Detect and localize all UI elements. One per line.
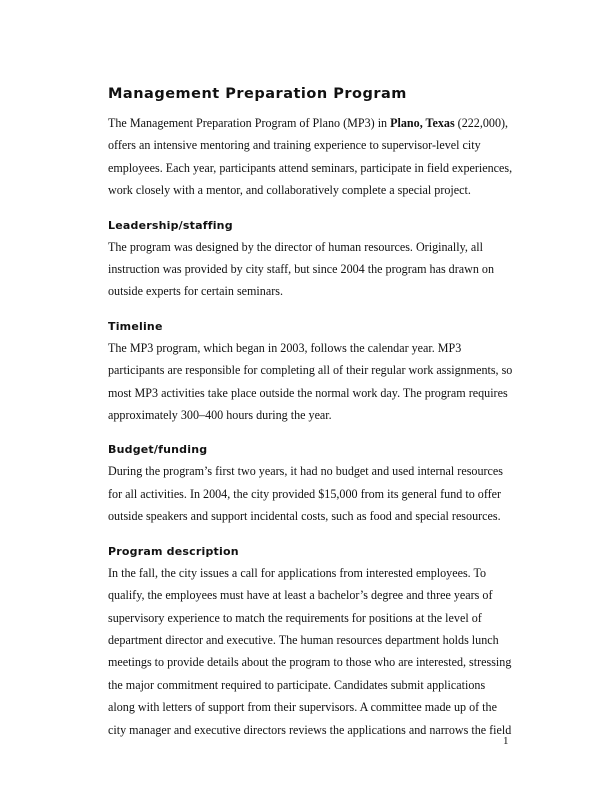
program-description-paragraph [108, 562, 518, 741]
population-text: (222,000), [454, 116, 509, 130]
paragraph-line: work closely with a mentor, and collaboratively complete a special project. [108, 183, 471, 198]
paragraph-line: During the program’s first two years, it had no budget and used internal resources [108, 464, 503, 479]
paragraph-line: approximately 300–400 hours during the year. [108, 408, 332, 423]
paragraph-line: the major commitment required to participate. Candidates submit applications [108, 677, 486, 692]
section-heading-leadership: Leadership/staffing [108, 218, 233, 232]
paragraph-line: outside experts for certain seminars. [108, 284, 283, 299]
page-number: 1 [503, 735, 509, 747]
intro-paragraph [108, 112, 518, 202]
paragraph-line: department director and executive. The human resources department holds lunch [108, 632, 499, 647]
paragraph-line: participants are responsible for completing all of their regular work assignments, so [108, 363, 513, 378]
intro-text: The Management Preparation Program of Plano (MP3) in [108, 116, 391, 130]
paragraph-line: employees. Each year, participants attend seminars, participate in field experiences, [108, 160, 513, 175]
section-heading-program-description: Program description [108, 544, 239, 558]
paragraph-line: along with letters of support from their supervisors. A committee made up of the [108, 700, 497, 715]
budget-paragraph [108, 460, 518, 527]
paragraph-line: instruction was provided by city staff, but since 2004 the program has drawn on [108, 262, 495, 277]
location-text: Plano, Texas [390, 116, 455, 130]
leadership-paragraph [108, 236, 518, 303]
paragraph-line: In the fall, the city issues a call for applications from interested employees. To [108, 565, 487, 580]
section-heading-timeline: Timeline [108, 319, 163, 333]
paragraph-line: city manager and executive directors reviews the applications and narrows the field [108, 722, 512, 737]
page-title: Management Preparation Program [108, 86, 407, 102]
paragraph-line: The MP3 program, which began in 2003, follows the calendar year. MP3 [108, 340, 462, 355]
paragraph-line: meetings to provide details about the program to those who are interested, stressing [108, 655, 512, 670]
paragraph-line: most MP3 activities take place outside the normal work day. The program requires [108, 385, 508, 400]
timeline-paragraph [108, 337, 518, 427]
paragraph-line [108, 112, 518, 134]
section-heading-budget: Budget/funding [108, 443, 208, 457]
paragraph-line: supervisory experience to match the requirements for positions at the level of [108, 610, 482, 625]
paragraph-line: for all activities. In 2004, the city provided $15,000 from its general fund to offer [108, 486, 502, 501]
paragraph-line: offers an intensive mentoring and training experience to supervisor-level city [108, 138, 481, 153]
document-body [108, 84, 518, 741]
paragraph-line: qualify, the employees must have at least a bachelor’s degree and three years of [108, 588, 493, 603]
paragraph-line: The program was designed by the director of human resources. Originally, all [108, 239, 484, 254]
paragraph-line: outside speakers and support incidental costs, such as food and special resources. [108, 509, 501, 524]
